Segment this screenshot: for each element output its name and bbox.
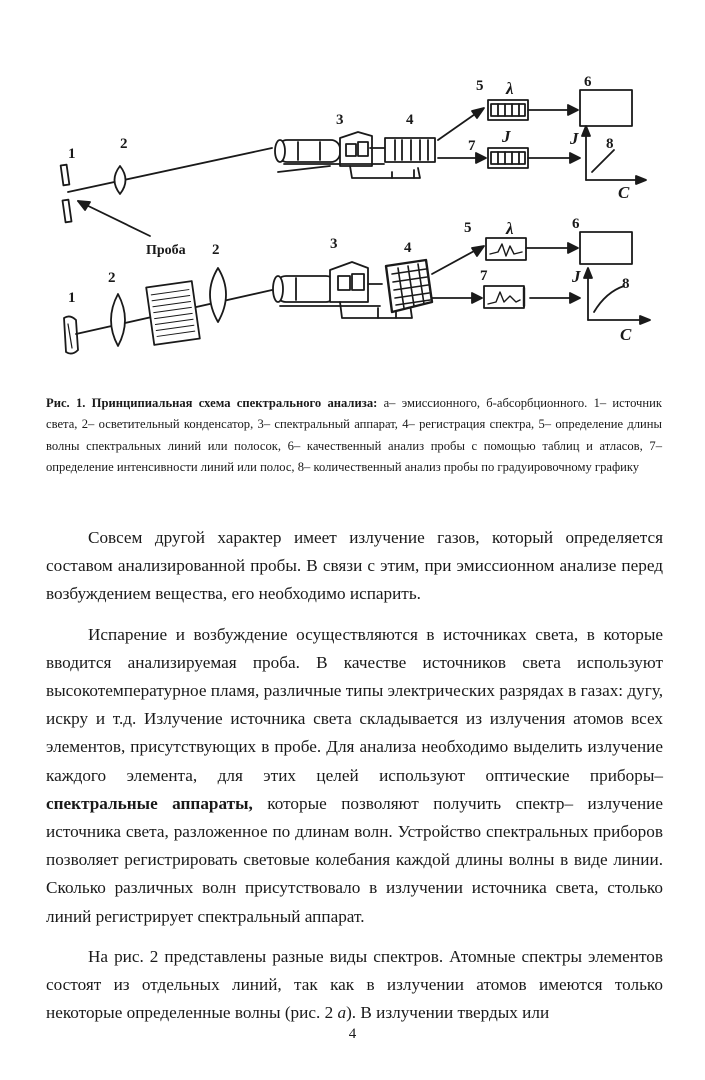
qualitative-box-a xyxy=(580,90,632,126)
paragraph-2 xyxy=(46,621,663,931)
label-source-b: 1 xyxy=(68,290,76,306)
condenser-lens-b2 xyxy=(210,268,226,322)
condenser-lens-b1 xyxy=(111,294,125,346)
label-c-axis-b: C xyxy=(620,325,632,344)
paragraph-3 xyxy=(46,943,663,1028)
label-intensity-box-a: J xyxy=(502,127,511,146)
spectral-analysis-diagram xyxy=(40,62,680,380)
body-text xyxy=(46,524,663,1039)
label-lambda-b: λ xyxy=(506,219,514,238)
label-lambda-a: λ xyxy=(506,79,514,98)
label-apparatus-a: 3 xyxy=(336,112,344,128)
condenser-lens-a xyxy=(115,166,126,194)
caption-text: а– эмиссионного, б-абсорбционного. 1– источник света, 2– осветительный конденсатор, 3– спектральный аппарат, 4– регистрация спектра, 5– определение длины волны спектральных линий или полосок, 6– качественный анализ пробы с помощью таблиц и атласов, 7– определение интенсивности линий или полос, 8– количественный анализ пробы по градуировочному графику xyxy=(46,396,662,474)
term-spectral-apparatus: спектральные аппараты, xyxy=(46,793,253,813)
wavelength-box-a xyxy=(488,100,528,120)
label-intensity-a: 7 xyxy=(468,138,476,154)
paragraph-2-end: которые позволяют получить спектр– излучение источника света, разложенное по длинам волн. Устройство спектральных приборов позволяет регистрировать световые колебания каждой длины волны в виде линии. Сколько различных волн присутствовало в излучении источника света, столько линий регистрирует спектральный аппарат. xyxy=(46,793,663,926)
label-apparatus-b: 3 xyxy=(330,236,338,252)
light-source-b xyxy=(64,316,78,353)
paragraph-2-start: Испарение и возбуждение осуществляются в источниках света, в которые вводится анализируемая проба. В качестве источников света используют высокотемпературное пламя, различные типы электрических разрядах в газах: дугу, искру и т.д. Излучение источника света складывается из излучения атомов всех элементов, присутствующих в пробе. Для анализа необходимо выделить излучение каждого элемента, для этих целей используют оптические приборы– xyxy=(46,624,663,785)
label-qualitative-b: 6 xyxy=(572,216,580,232)
label-registration-a: 4 xyxy=(406,112,414,128)
calibration-graph-b xyxy=(584,268,650,324)
intensity-box-a xyxy=(488,148,528,168)
page-number: 4 xyxy=(348,1026,357,1042)
label-c-axis-a: C xyxy=(618,183,630,202)
spectrum-registration-a xyxy=(385,138,435,162)
calibration-graph-a xyxy=(582,126,646,184)
paragraph-3-italic: а xyxy=(337,1003,347,1023)
label-wavelength-b: 5 xyxy=(464,220,472,236)
label-intensity-b: 7 xyxy=(480,268,488,284)
paragraph-3-start: На рис. 2 представлены разные виды спектров. Атомные спектры элементов состоят из отдельных линий, так как в излучении атомов имеются только некоторые определенные волны (рис. 2 xyxy=(46,946,663,1023)
caption-title: Рис. 1. Принципиальная схема спектрального анализа: xyxy=(46,396,378,410)
label-quantitative-b: 8 xyxy=(622,276,630,292)
intensity-box-b xyxy=(484,286,524,308)
label-j-axis-b: J xyxy=(572,267,581,286)
sample-cuvette xyxy=(146,281,200,345)
wavelength-box-b xyxy=(486,238,526,260)
figure-caption xyxy=(46,393,662,478)
label-lens-b2: 2 xyxy=(212,242,220,258)
diagram-svg xyxy=(40,62,680,380)
label-source-a: 1 xyxy=(68,146,76,162)
label-sample: Проба xyxy=(146,243,186,258)
label-registration-b: 4 xyxy=(404,240,412,256)
paragraph-3-end: ). В излучении твердых или xyxy=(346,1003,550,1023)
label-lens-a: 2 xyxy=(120,136,128,152)
spectrum-registration-b xyxy=(386,260,432,312)
label-qualitative-a: 6 xyxy=(584,74,592,90)
paragraph-1: Совсем другой характер имеет излучение газов, который определяется составом анализированной пробы. В связи с этим, при эмиссионном анализе перед возбуждением вещества, его необходимо испарить. xyxy=(46,528,663,604)
label-lens-b1: 2 xyxy=(108,270,116,286)
label-wavelength-a: 5 xyxy=(476,78,484,94)
light-source-a xyxy=(61,165,72,223)
label-quantitative-a: 8 xyxy=(606,136,614,152)
label-j-axis-a: J xyxy=(570,129,579,148)
qualitative-box-b xyxy=(580,232,632,264)
